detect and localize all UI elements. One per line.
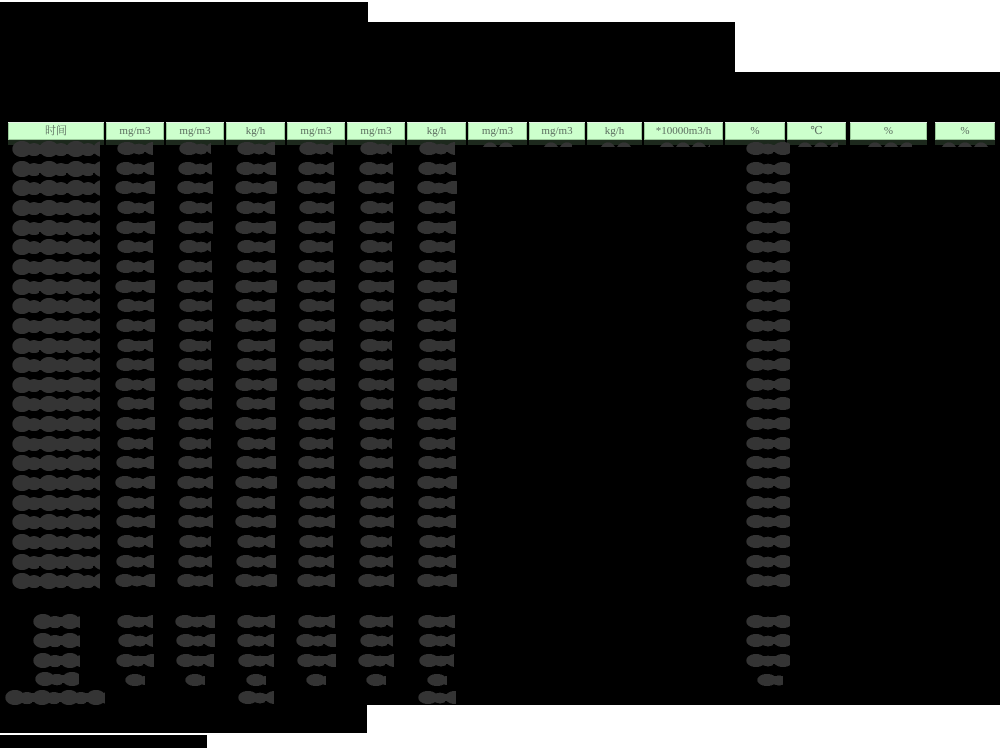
redacted-value bbox=[178, 162, 212, 175]
redacted-value bbox=[419, 142, 455, 155]
redacted-value bbox=[358, 574, 394, 587]
redacted-timestamp bbox=[12, 239, 100, 255]
redacted-value bbox=[236, 555, 276, 568]
redacted-value bbox=[177, 181, 213, 194]
redacted-value bbox=[177, 574, 213, 587]
redacted-value bbox=[236, 456, 276, 469]
redacted-value bbox=[179, 201, 212, 214]
redacted-value bbox=[177, 476, 213, 489]
redacted-value bbox=[178, 515, 213, 528]
redacted-value bbox=[116, 358, 154, 371]
redacted-value bbox=[178, 417, 213, 430]
redacted-value bbox=[297, 280, 335, 293]
column-header-6: kg/h bbox=[407, 122, 466, 140]
redacted-value bbox=[746, 437, 790, 450]
redacted-value bbox=[179, 240, 211, 253]
redacted-value bbox=[115, 181, 155, 194]
redacted-value bbox=[746, 634, 790, 647]
redacted-value bbox=[360, 535, 392, 548]
redacted-value bbox=[246, 674, 266, 686]
redacted-value bbox=[238, 654, 274, 667]
redacted-value bbox=[360, 634, 393, 647]
redacted-value bbox=[298, 417, 335, 430]
redacted-value bbox=[359, 260, 393, 273]
redacted-value bbox=[238, 691, 274, 704]
redacted-value bbox=[117, 201, 154, 214]
redacted-value bbox=[358, 280, 394, 293]
redacted-timestamp bbox=[12, 495, 100, 511]
redacted-value bbox=[358, 476, 394, 489]
redacted-value bbox=[360, 142, 392, 155]
column-header-0: 时间 bbox=[8, 122, 104, 140]
redacted-timestamp bbox=[12, 318, 100, 334]
redacted-value bbox=[417, 181, 457, 194]
redacted-value bbox=[746, 358, 790, 371]
redacted-value-top bbox=[599, 141, 631, 147]
redacted-timestamp bbox=[12, 180, 100, 196]
redacted-timestamp bbox=[12, 141, 100, 157]
redacted-value bbox=[116, 456, 154, 469]
redacted-value-top bbox=[542, 141, 572, 147]
column-header-10: *10000m3/h bbox=[644, 122, 723, 140]
redacted-value bbox=[298, 260, 334, 273]
redacted-value bbox=[299, 240, 333, 253]
redacted-value bbox=[236, 496, 275, 509]
redacted-value bbox=[417, 319, 456, 332]
redacted-value bbox=[418, 299, 455, 312]
redacted-value bbox=[417, 378, 457, 391]
redacted-value bbox=[746, 181, 790, 194]
redacted-value-top bbox=[866, 141, 912, 147]
column-header-3: kg/h bbox=[226, 122, 285, 140]
redacted-value bbox=[179, 535, 211, 548]
redacted-value bbox=[235, 515, 276, 528]
redacted-value bbox=[178, 319, 213, 332]
redacted-value bbox=[360, 201, 393, 214]
redacted-value bbox=[298, 555, 334, 568]
redacted-value bbox=[177, 378, 213, 391]
redacted-value bbox=[746, 378, 790, 391]
redacted-timestamp bbox=[12, 161, 100, 177]
redacted-value bbox=[419, 437, 455, 450]
redacted-value bbox=[746, 280, 790, 293]
redacted-value bbox=[746, 417, 790, 430]
redacted-value bbox=[297, 181, 335, 194]
redacted-value bbox=[418, 260, 456, 273]
redacted-value bbox=[746, 201, 790, 214]
redacted-value bbox=[176, 634, 215, 647]
redacted-value bbox=[757, 674, 783, 686]
redacted-value bbox=[418, 201, 455, 214]
redacted-value bbox=[358, 378, 394, 391]
redacted-value bbox=[418, 615, 455, 628]
redacted-value bbox=[359, 555, 393, 568]
column-header-14: % bbox=[935, 122, 995, 140]
redacted-value bbox=[746, 615, 790, 628]
redacted-value bbox=[115, 574, 155, 587]
redacted-value bbox=[179, 142, 211, 155]
redacted-timestamp bbox=[12, 436, 100, 452]
redacted-value-top bbox=[940, 141, 990, 147]
column-header-13: % bbox=[850, 122, 927, 140]
redacted-value bbox=[418, 555, 456, 568]
redacted-value bbox=[366, 674, 386, 686]
redacted-value bbox=[178, 221, 213, 234]
redacted-value bbox=[237, 437, 275, 450]
redacted-value bbox=[419, 634, 455, 647]
redacted-timestamp bbox=[12, 220, 100, 236]
redacted-value bbox=[116, 319, 155, 332]
redacted-value bbox=[360, 240, 392, 253]
column-header-7: mg/m3 bbox=[468, 122, 527, 140]
redacted-value bbox=[418, 358, 456, 371]
column-header-4: mg/m3 bbox=[287, 122, 345, 140]
redacted-footer-label bbox=[5, 690, 105, 705]
redacted-value bbox=[185, 674, 205, 686]
redacted-timestamp bbox=[12, 455, 100, 471]
redacted-value bbox=[746, 162, 790, 175]
redacted-value bbox=[298, 162, 334, 175]
redacted-value bbox=[298, 456, 334, 469]
redacted-value bbox=[298, 221, 335, 234]
redacted-value bbox=[179, 397, 212, 410]
column-header-2: mg/m3 bbox=[166, 122, 224, 140]
redacted-value bbox=[178, 456, 212, 469]
redacted-value bbox=[417, 476, 457, 489]
redacted-value bbox=[117, 615, 153, 628]
redacted-timestamp bbox=[12, 357, 100, 373]
redacted-value bbox=[746, 496, 790, 509]
redacted-timestamp bbox=[12, 298, 100, 314]
redacted-value bbox=[427, 674, 447, 686]
redacted-value bbox=[418, 496, 455, 509]
redacted-value bbox=[417, 515, 456, 528]
redacted-value bbox=[179, 299, 212, 312]
redacted-value bbox=[117, 437, 153, 450]
redacted-value bbox=[116, 260, 154, 273]
redacted-value bbox=[237, 339, 275, 352]
redacted-value bbox=[117, 535, 153, 548]
redacted-value-top bbox=[658, 141, 710, 147]
column-header-11: % bbox=[725, 122, 785, 140]
redacted-value bbox=[418, 397, 455, 410]
redacted-value bbox=[118, 634, 153, 647]
redacted-value bbox=[298, 515, 335, 528]
redacted-value bbox=[746, 221, 790, 234]
redacted-timestamp bbox=[12, 514, 100, 530]
redacted-value bbox=[299, 535, 333, 548]
redacted-value bbox=[746, 299, 790, 312]
redacted-value bbox=[236, 299, 275, 312]
redacted-value bbox=[236, 162, 276, 175]
redacted-value bbox=[359, 162, 393, 175]
redacted-value bbox=[359, 358, 393, 371]
redacted-value bbox=[125, 674, 145, 686]
redacted-value bbox=[116, 515, 155, 528]
redacted-value bbox=[419, 654, 454, 667]
redacted-value bbox=[418, 456, 456, 469]
redacted-value bbox=[178, 555, 212, 568]
column-header-12: ℃ bbox=[787, 122, 846, 140]
redacted-timestamp bbox=[12, 573, 100, 589]
redacted-value bbox=[116, 221, 155, 234]
redacted-timestamp bbox=[12, 200, 100, 216]
redacted-value bbox=[299, 299, 334, 312]
redacted-value bbox=[297, 378, 335, 391]
redacted-value bbox=[299, 201, 334, 214]
redacted-value bbox=[115, 476, 155, 489]
redacted-value bbox=[419, 535, 455, 548]
redacted-timestamp bbox=[12, 338, 100, 354]
redacted-timestamp bbox=[12, 377, 100, 393]
redacted-timestamp bbox=[12, 554, 100, 570]
redacted-value bbox=[359, 221, 394, 234]
redacted-value bbox=[179, 496, 212, 509]
redacted-value bbox=[115, 280, 155, 293]
redacted-value bbox=[117, 142, 153, 155]
redacted-value bbox=[359, 319, 394, 332]
redacted-value bbox=[117, 240, 153, 253]
redacted-value bbox=[297, 654, 336, 667]
redacted-value bbox=[359, 456, 393, 469]
redacted-value bbox=[178, 260, 212, 273]
redacted-value bbox=[117, 397, 154, 410]
redacted-value bbox=[359, 615, 393, 628]
redacted-value bbox=[236, 397, 275, 410]
redacted-value bbox=[358, 181, 394, 194]
redacted-value bbox=[419, 339, 455, 352]
redacted-value bbox=[179, 437, 211, 450]
redacted-value bbox=[746, 240, 790, 253]
redacted-value bbox=[306, 674, 326, 686]
redacted-value-top bbox=[796, 141, 838, 147]
redacted-value bbox=[417, 417, 456, 430]
redacted-value bbox=[237, 634, 274, 647]
redacted-value bbox=[746, 397, 790, 410]
redacted-value bbox=[235, 574, 277, 587]
redacted-value bbox=[179, 339, 211, 352]
redacted-value bbox=[298, 319, 335, 332]
redacted-value bbox=[117, 496, 154, 509]
redacted-value bbox=[746, 515, 790, 528]
redacted-value bbox=[237, 142, 275, 155]
redacted-value bbox=[299, 437, 333, 450]
redacted-value bbox=[417, 280, 457, 293]
redacted-value bbox=[358, 654, 394, 667]
redacted-value bbox=[746, 555, 790, 568]
redacted-value bbox=[298, 615, 335, 628]
column-header-8: mg/m3 bbox=[529, 122, 585, 140]
redacted-value bbox=[360, 437, 392, 450]
redacted-value bbox=[746, 339, 790, 352]
redacted-value bbox=[237, 615, 275, 628]
redacted-value-top bbox=[481, 141, 515, 147]
redacted-value bbox=[359, 417, 394, 430]
redacted-value bbox=[298, 358, 334, 371]
redacted-value bbox=[235, 319, 276, 332]
redacted-summary-label bbox=[33, 633, 80, 648]
redacted-value bbox=[299, 496, 334, 509]
redacted-value bbox=[176, 654, 214, 667]
column-header-1: mg/m3 bbox=[106, 122, 164, 140]
redacted-value bbox=[299, 397, 334, 410]
column-header-9: kg/h bbox=[587, 122, 642, 140]
redacted-value bbox=[116, 654, 154, 667]
redacted-value bbox=[116, 162, 154, 175]
redacted-timestamp bbox=[12, 396, 100, 412]
redacted-value bbox=[235, 378, 277, 391]
redacted-value bbox=[746, 456, 790, 469]
redacted-summary-label bbox=[35, 672, 79, 686]
redacted-timestamp bbox=[12, 475, 100, 491]
redacted-value bbox=[237, 535, 275, 548]
redacted-value bbox=[746, 476, 790, 489]
redacted-value bbox=[117, 339, 153, 352]
redacted-value bbox=[235, 280, 277, 293]
redacted-value bbox=[235, 181, 277, 194]
redacted-summary-label bbox=[33, 653, 80, 668]
redacted-value bbox=[360, 496, 393, 509]
redacted-value bbox=[419, 240, 455, 253]
redacted-timestamp bbox=[12, 534, 100, 550]
redacted-value bbox=[746, 260, 790, 273]
redacted-value bbox=[177, 280, 213, 293]
redacted-value bbox=[235, 221, 276, 234]
redacted-value bbox=[360, 299, 393, 312]
redacted-value bbox=[297, 476, 335, 489]
redacted-timestamp bbox=[12, 416, 100, 432]
redacted-timestamp bbox=[12, 279, 100, 295]
redacted-value bbox=[116, 555, 154, 568]
redacted-summary-label bbox=[33, 614, 80, 629]
redacted-value bbox=[746, 319, 790, 332]
redacted-value bbox=[235, 476, 277, 489]
redacted-value bbox=[117, 299, 154, 312]
redacted-value bbox=[418, 162, 456, 175]
redacted-value bbox=[746, 574, 790, 587]
redacted-value bbox=[360, 339, 392, 352]
redacted-value bbox=[296, 634, 336, 647]
redacted-value bbox=[299, 142, 333, 155]
redacted-value bbox=[235, 417, 276, 430]
redacted-value bbox=[116, 417, 155, 430]
redacted-value bbox=[236, 358, 276, 371]
redacted-value bbox=[746, 654, 790, 667]
redacted-value bbox=[360, 397, 393, 410]
redacted-value bbox=[746, 142, 790, 155]
redacted-value bbox=[297, 574, 335, 587]
redacted-value bbox=[175, 615, 215, 628]
redacted-value bbox=[417, 221, 456, 234]
redacted-value bbox=[299, 339, 333, 352]
redacted-value bbox=[418, 691, 456, 704]
redacted-value bbox=[417, 574, 457, 587]
redacted-value bbox=[237, 240, 275, 253]
redacted-value bbox=[236, 201, 275, 214]
redacted-value bbox=[178, 358, 212, 371]
redacted-value bbox=[236, 260, 276, 273]
column-header-5: mg/m3 bbox=[347, 122, 405, 140]
redacted-timestamp bbox=[12, 259, 100, 275]
redacted-value bbox=[115, 378, 155, 391]
redacted-value bbox=[746, 535, 790, 548]
redacted-value bbox=[359, 515, 394, 528]
